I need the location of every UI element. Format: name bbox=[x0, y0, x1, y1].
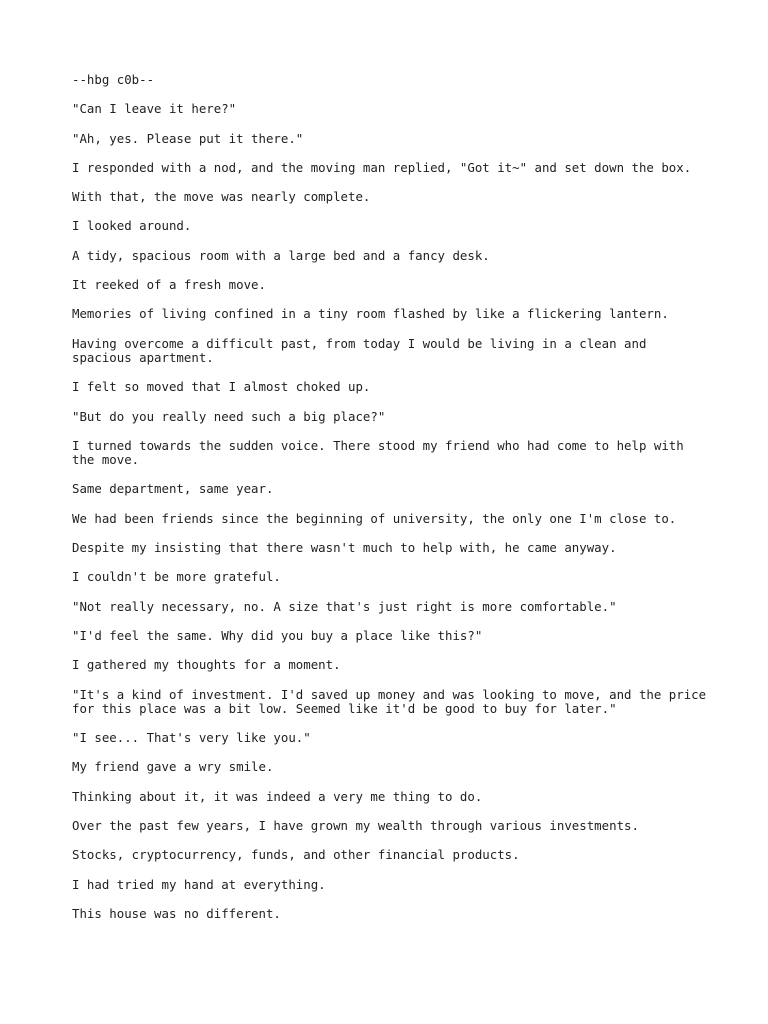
paragraph: This house was no different. bbox=[72, 905, 281, 921]
paragraph: My friend gave a wry smile. bbox=[72, 759, 274, 775]
paragraph: Same department, same year. bbox=[72, 481, 274, 497]
paragraph: Having overcome a difficult past, from today I would be living in a clean and spacious apartment. bbox=[72, 335, 647, 365]
paragraph: "Not really necessary, no. A size that's just right is more comfortable." bbox=[72, 598, 617, 614]
paragraph: With that, the move was nearly complete. bbox=[72, 189, 371, 205]
paragraph: I responded with a nod, and the moving man replied, "Got it~" and set down the box. bbox=[72, 159, 692, 175]
paragraph: "But do you really need such a big place?" bbox=[72, 408, 386, 424]
paragraph: A tidy, spacious room with a large bed and a fancy desk. bbox=[72, 247, 490, 263]
paragraph: I gathered my thoughts for a moment. bbox=[72, 657, 341, 673]
paragraph: We had been friends since the beginning of university, the only one I'm close to. bbox=[72, 510, 677, 526]
paragraph: "Ah, yes. Please put it there." bbox=[72, 130, 304, 146]
paragraph: I looked around. bbox=[72, 218, 192, 234]
document-header: --hbg c0b-- bbox=[72, 72, 155, 87]
paragraph: I felt so moved that I almost choked up. bbox=[72, 379, 371, 395]
paragraph: Despite my insisting that there wasn't much to help with, he came anyway. bbox=[72, 540, 617, 556]
paragraph: Stocks, cryptocurrency, funds, and other financial products. bbox=[72, 847, 520, 863]
paragraph: I turned towards the sudden voice. There stood my friend who had come to help with the move. bbox=[72, 437, 684, 468]
paragraph: I had tried my hand at everything. bbox=[72, 876, 326, 892]
paragraph: I couldn't be more grateful. bbox=[72, 569, 281, 585]
paragraph: "I see... That's very like you." bbox=[72, 730, 311, 746]
paragraph: Memories of living confined in a tiny room flashed by like a flickering lantern. bbox=[72, 306, 669, 322]
paragraph: "Can I leave it here?" bbox=[72, 101, 237, 117]
paragraph: Thinking about it, it was indeed a very me thing to do. bbox=[72, 788, 483, 804]
paragraph: "I'd feel the same. Why did you buy a place like this?" bbox=[72, 627, 483, 643]
paragraph: "It's a kind of investment. I'd saved up money and was looking to move, and the price for this place was a bit low. Seemed like it'd be good to buy for later." bbox=[72, 686, 707, 716]
paragraph: It reeked of a fresh move. bbox=[72, 277, 266, 293]
document-page bbox=[72, 73, 708, 936]
paragraph: Over the past few years, I have grown my wealth through various investments. bbox=[72, 818, 639, 834]
